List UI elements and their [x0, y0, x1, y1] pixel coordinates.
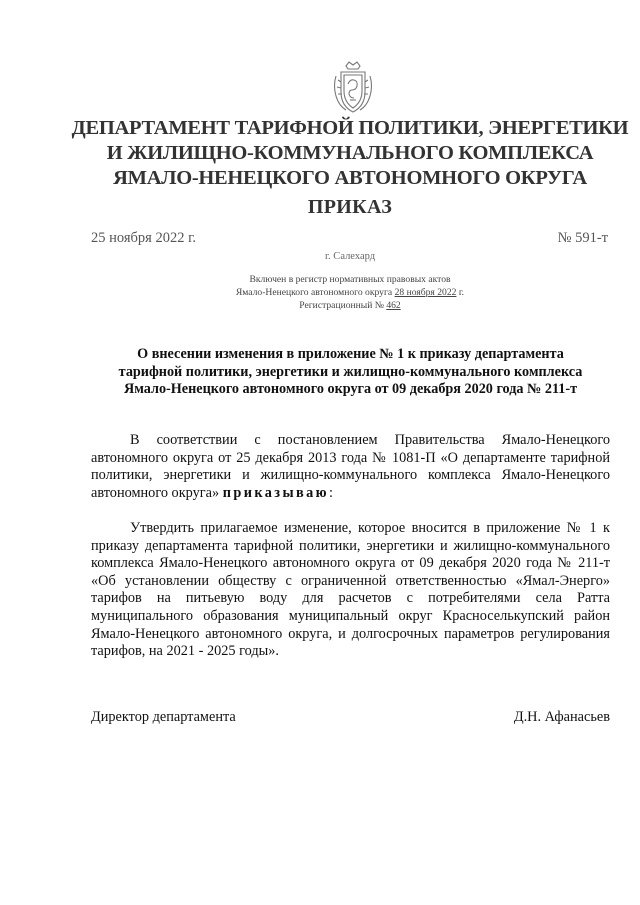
department-line: И ЖИЛИЩНО-КОММУНАЛЬНОГО КОМПЛЕКСА	[106, 142, 594, 164]
preamble-text: В соответствии с постановлением Правительства Ямало-Ненецкого автономного округа от 25 декабря 2013 года № 1081-П «О департаменте тарифной политики, энергетики и жилищно-коммунального комплекса Ямало-Ненецкого автономного округа»	[91, 432, 610, 501]
preamble-end: :	[329, 484, 333, 501]
signatory-title: Директор департамента	[91, 709, 236, 725]
department-name	[60, 116, 640, 191]
order-paragraph: Утвердить прилагаемое изменение, которое вносится в приложение № 1 к приказу департамента тарифной политики, энергетики и жилищно-коммунального комплекса Ямало-Ненецкого автономного округа от 09 декабря 2020 года № 211-т «Об установлении обществу с ограниченной ответственностью «Ямал-Энерго» тарифов на питьевую воду для расчетов с потребителями села Ратта муниципального образования муниципальный округ Красноселькупский район Ямало-Ненецкого автономного округа, и долгосрочных параметров регулирования тарифов, на 2021 - 2025 годы».	[91, 520, 610, 660]
order-keyword: приказываю	[222, 484, 330, 501]
order-date: 25 ноября 2022 г.	[91, 230, 197, 246]
registry-line	[60, 299, 640, 312]
subject-line: Ямало-Ненецкого автономного округа от 09 декабря 2020 года № 211-т	[123, 381, 578, 397]
coat-of-arms-icon	[330, 60, 376, 116]
order-number: № 591-т	[557, 230, 608, 246]
registry-stamp	[60, 273, 640, 312]
subject-line: тарифной политики, энергетики и жилищно-коммунального комплекса	[118, 363, 583, 380]
department-line: ДЕПАРТАМЕНТ ТАРИФНОЙ ПОЛИТИКИ, ЭНЕРГЕТИКИ	[71, 117, 629, 139]
preamble-paragraph	[91, 432, 610, 502]
subject-line: О внесении изменения в приложение № 1 к приказу департамента	[137, 346, 564, 362]
registry-line: Включен в регистр нормативных правовых актов	[249, 274, 451, 285]
document-title: ПРИКАЗ	[307, 196, 393, 218]
registry-number-label: Регистрационный №	[299, 300, 384, 311]
registry-number: 462	[386, 300, 401, 311]
order-place: г. Салехард	[324, 251, 376, 262]
order-subject	[91, 346, 610, 399]
registry-line	[60, 286, 640, 299]
department-line: ЯМАЛО-НЕНЕЦКОГО АВТОНОМНОГО ОКРУГА	[113, 167, 587, 189]
registry-date: 28 ноября 2022	[394, 287, 457, 298]
registry-date-suffix: г.	[458, 287, 465, 298]
registry-region: Ямало-Ненецкого автономного округа	[235, 287, 393, 298]
signatory-name: Д.Н. Афанасьев	[513, 709, 610, 725]
